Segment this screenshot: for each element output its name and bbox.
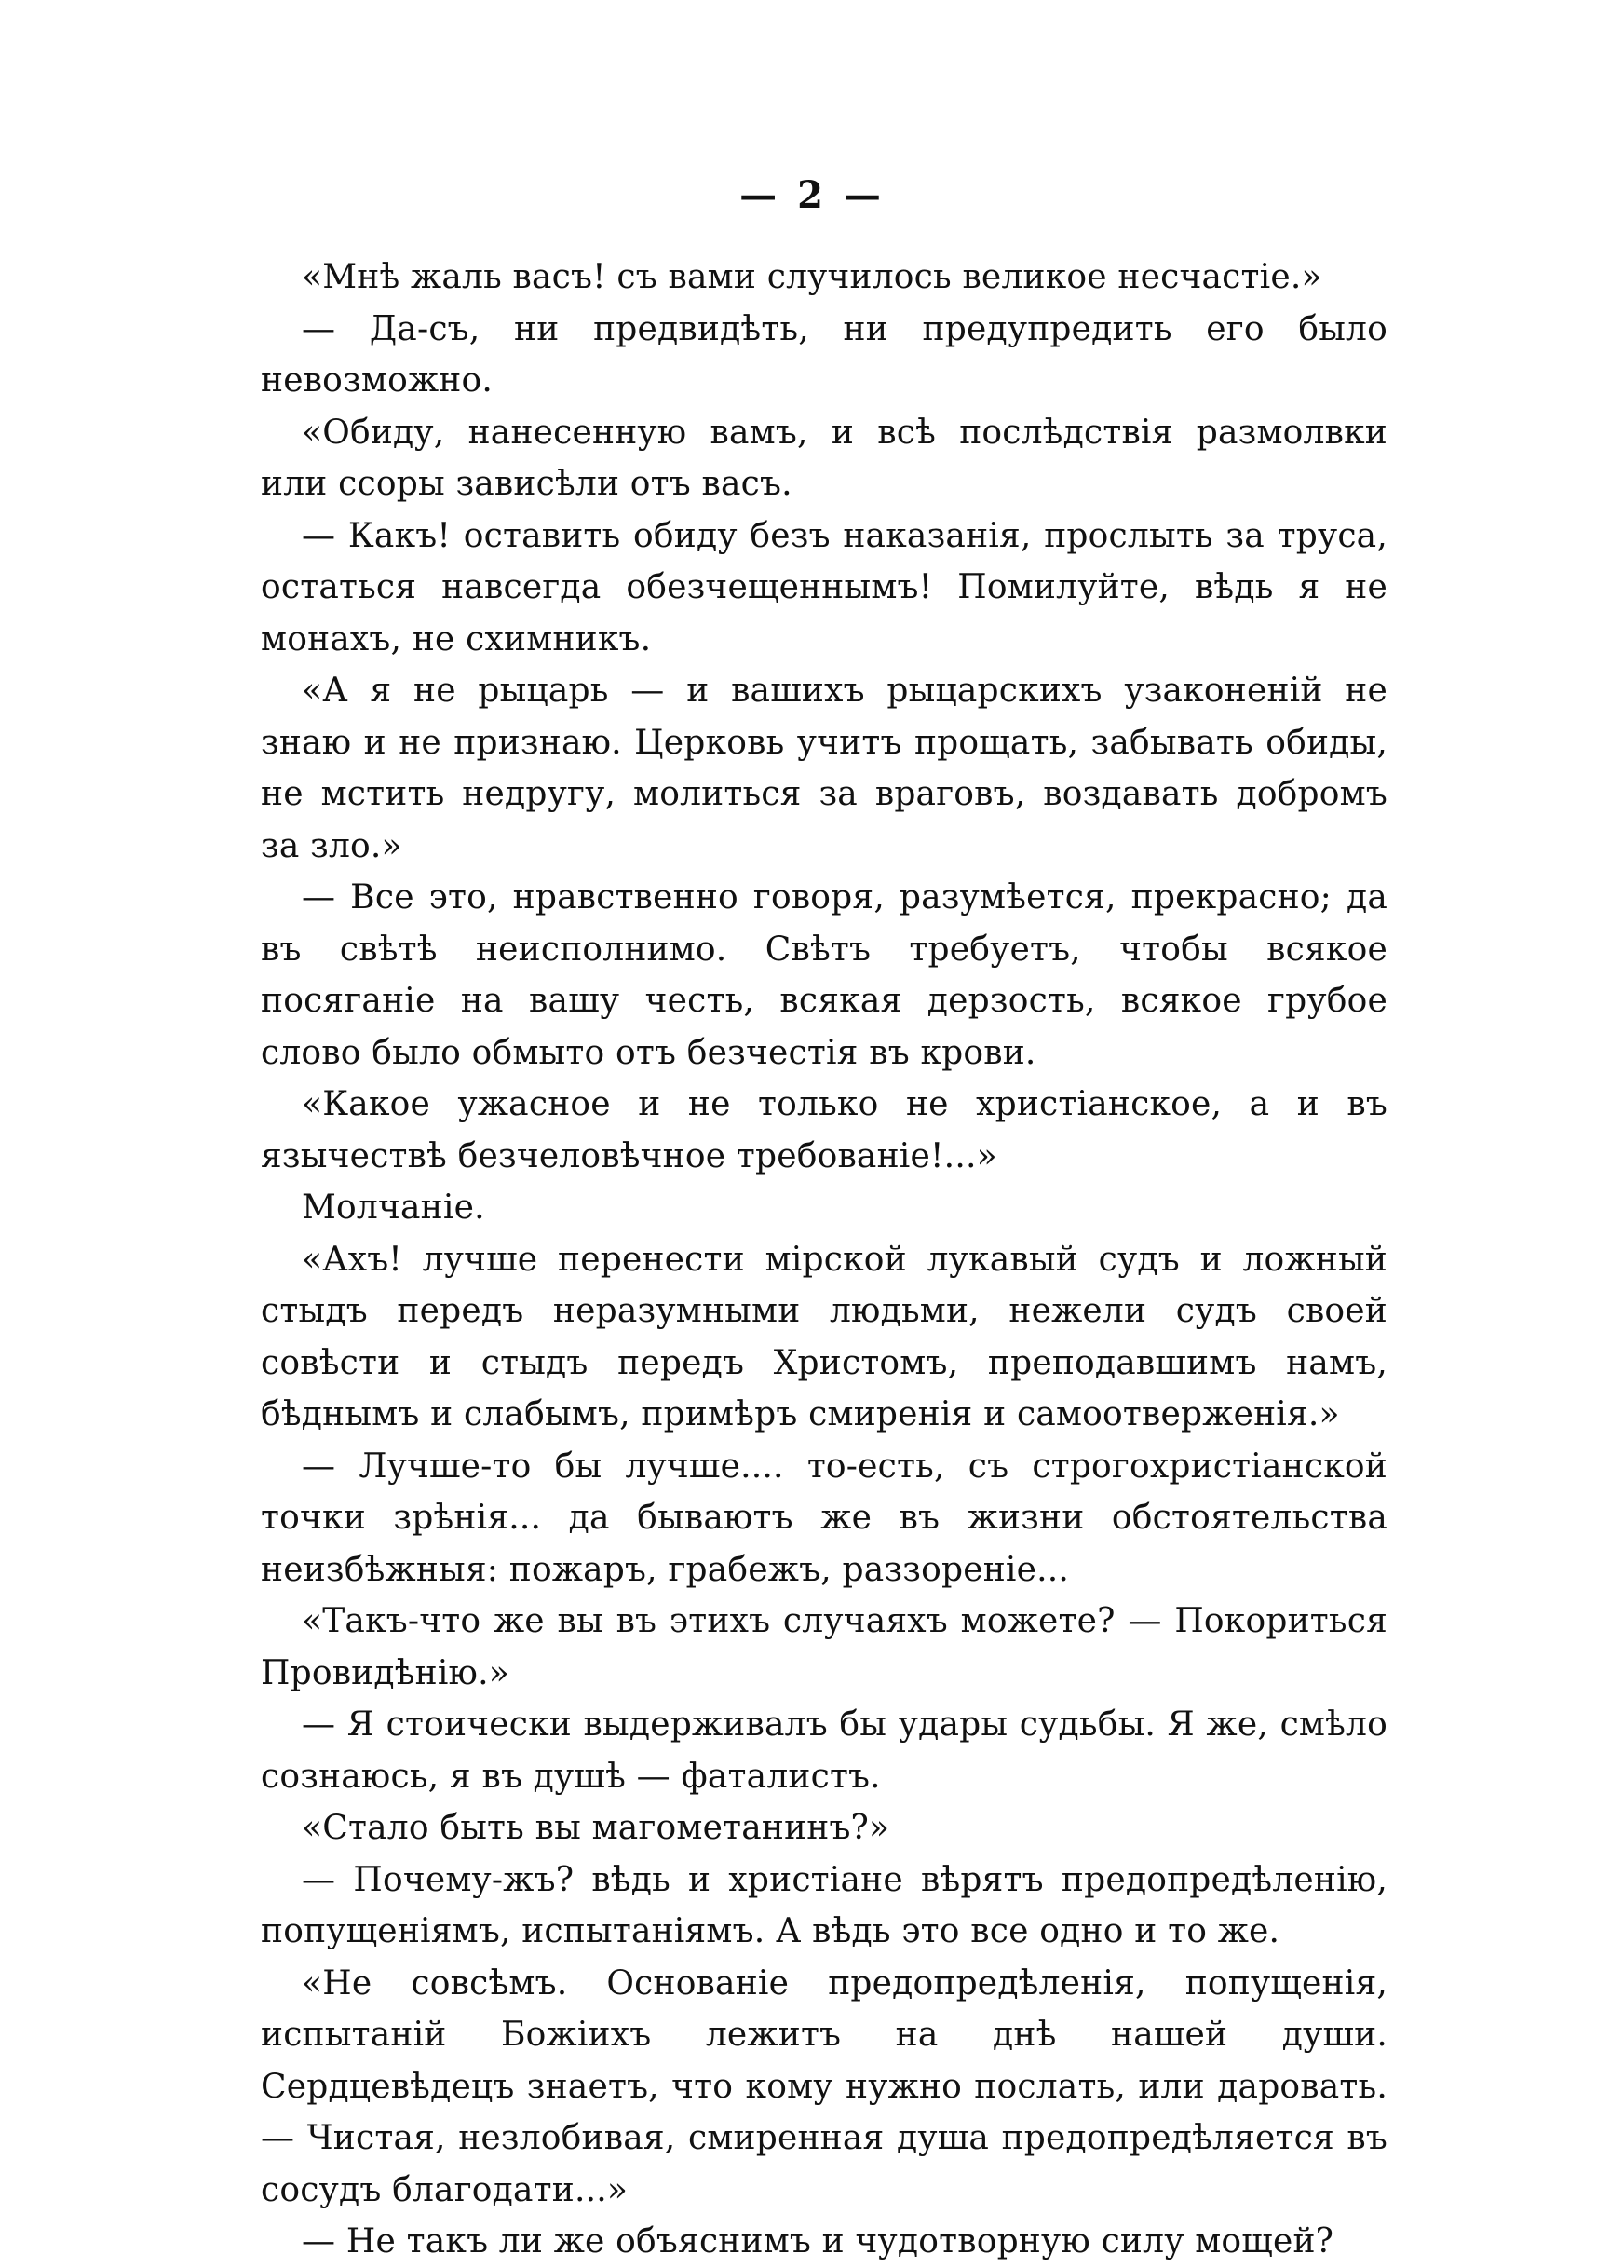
paragraph: «Какое ужасное и не только не христіанское, а и въ язычествѣ безчеловѣчное требованіе!...» <box>261 1085 1387 1175</box>
paragraph: — Не такъ ли же объяснимъ и чудотворную силу мощей? <box>302 2222 1334 2261</box>
page-text <box>261 251 1387 2268</box>
paragraph: «Обиду, нанесенную вамъ, и всѣ послѣдствія размолвки или ссоры зависѣли отъ васъ. <box>261 413 1387 503</box>
paragraph: — Все это, нравственно говоря, разумѣется, прекрасно; да въ свѣтѣ неисполнимо. Свѣтъ требуетъ, чтобы всякое посяганіе на вашу честь, всякая дерзость, всякое грубое слово было обмыто отъ безчестія въ крови. <box>261 878 1387 1072</box>
page-number: — 2 — <box>739 173 885 217</box>
paragraph: — Лучше-то бы лучше.... то-есть, съ строгохристіанской точки зрѣнія... да бываютъ же въ жизни обстоятельства неизбѣжныя: пожаръ, грабежъ, раззореніе... <box>261 1446 1387 1589</box>
paragraph: «Стало быть вы магометанинъ?» <box>302 1809 890 1847</box>
paragraph: «Такъ-что же вы въ этихъ случаяхъ можете? — Покориться Провидѣнію.» <box>261 1602 1387 1692</box>
paragraph: «А я не рыцарь — и вашихъ рыцарскихъ узаконеній не знаю и не признаю. Церковь учитъ прощать, забывать обиды, не мстить недругу, молиться за враговъ, воздавать добромъ за зло.» <box>261 672 1387 865</box>
paragraph: — Да-съ, ни предвидѣть, ни предупредить его было невозможно. <box>261 309 1387 400</box>
paragraph: — Я стоически выдерживалъ бы удары судьбы. Я же, смѣло сознаюсь, я въ душѣ — фаталистъ. <box>261 1705 1387 1796</box>
paragraph: — Почему-жъ? вѣдь и христіане вѣрятъ предопредѣленію, попущеніямъ, испытаніямъ. А вѣдь это все одно и то же. <box>261 1860 1387 1950</box>
paragraph: — Какъ! оставить обиду безъ наказанія, прослыть за труса, остаться навсегда обезчещеннымъ! Помилуйте, вѣдь я не монахъ, не схимникъ. <box>261 516 1387 659</box>
paragraph: Молчаніе. <box>302 1188 485 1227</box>
paragraph: «Мнѣ жаль васъ! съ вами случилось великое несчастіе.» <box>302 258 1322 296</box>
paragraph: «Не совсѣмъ. Основаніе предопредѣленія, попущенія, испытаній Божіихъ лежитъ на днѣ нашей души. Сердцевѣдецъ знаетъ, что кому нужно послать, или даровать. — Чистая, незлобивая, смиренная душа предопредѣляется въ сосудъ благодати...» <box>261 1963 1387 2209</box>
paragraph: «Ахъ! лучше перенести мірской лукавый судъ и ложный стыдъ передъ неразумными людьми, нежели судъ своей совѣсти и стыдъ передъ Христомъ, преподавшимъ намъ, бѣднымъ и слабымъ, примѣръ смиренія и самоотверженія.» <box>261 1240 1387 1433</box>
